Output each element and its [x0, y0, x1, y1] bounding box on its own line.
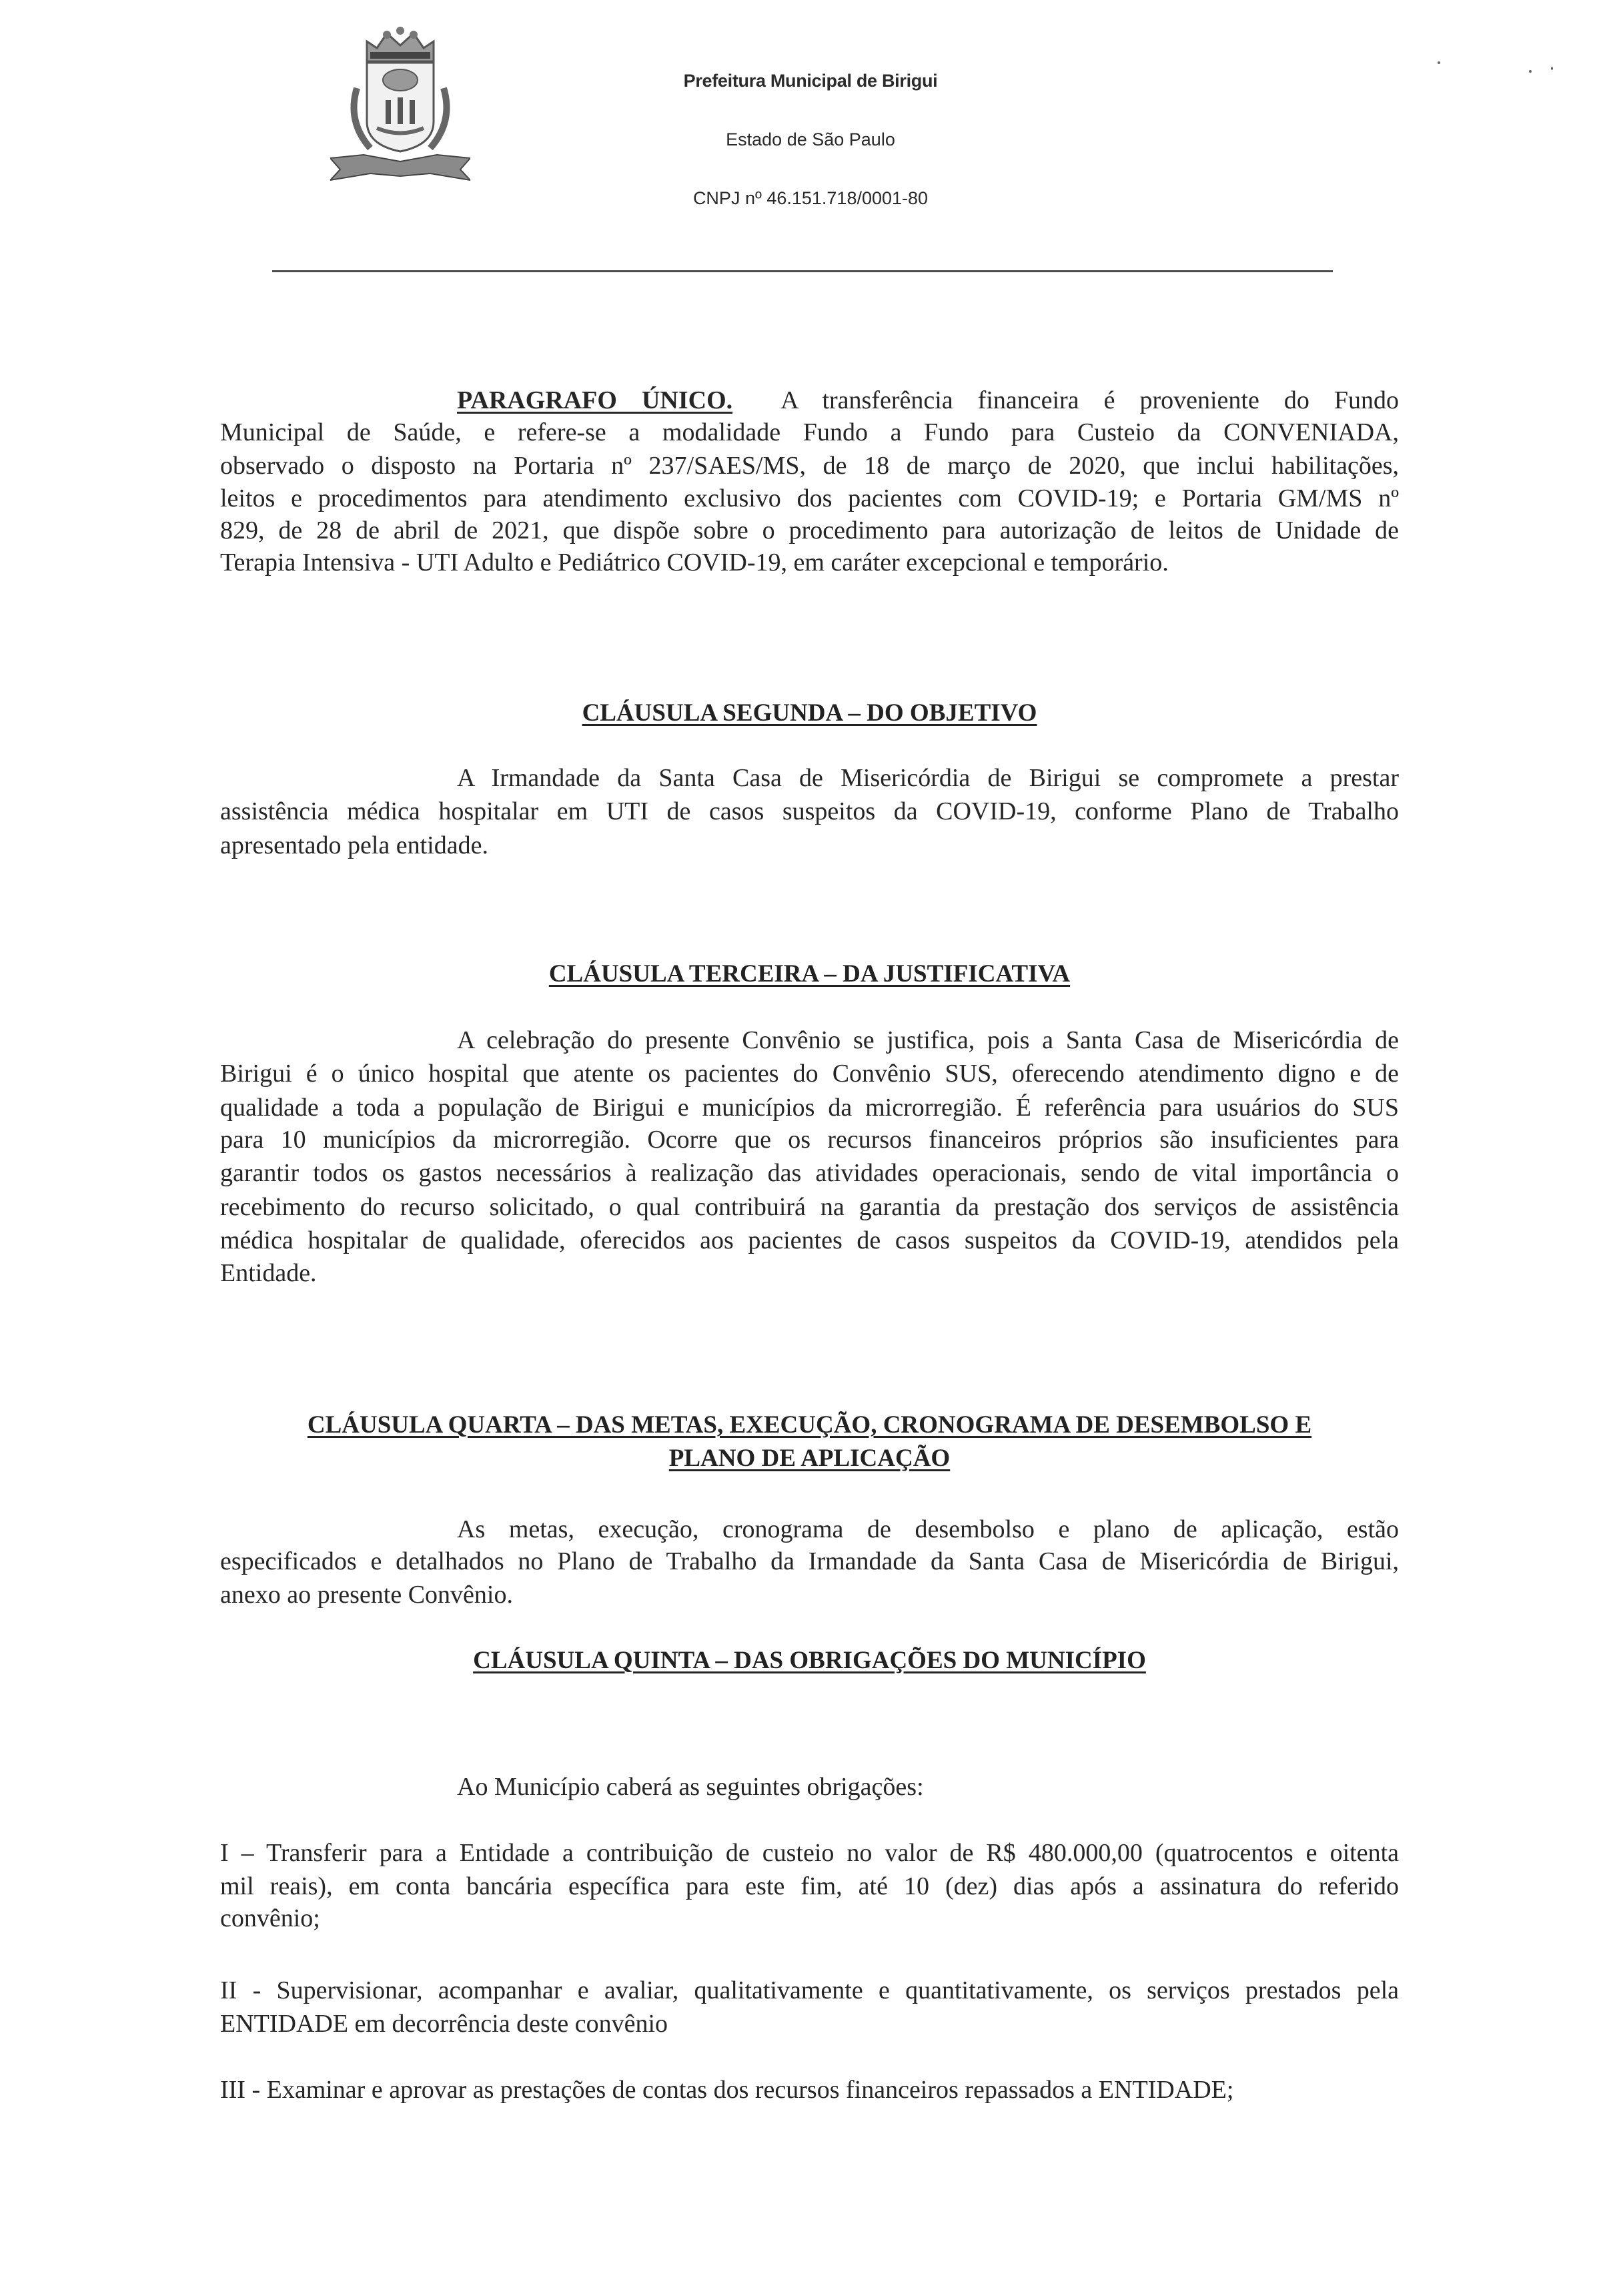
header-divider: [272, 270, 1333, 272]
clausula-quarta-line: especificados e detalhados no Plano de Trabalho da Irmandade da Santa Casa de Misericórdia de Birigui,: [220, 1547, 1399, 1575]
paragrafo-unico-text: A transferência financeira é proveniente do Fundo: [780, 386, 1399, 414]
letterhead-cnpj: CNPJ nº 46.151.718/0001-80: [692, 188, 929, 208]
clausula-segunda-line: apresentado pela entidade.: [220, 831, 488, 859]
clausula-quinta-intro: Ao Município caberá as seguintes obrigações:: [457, 1773, 924, 1801]
clausula-terceira-line: qualidade a toda a população de Birigui e municípios da microrregião. É referência para usuários do SUS: [220, 1094, 1399, 1122]
clausula-terceira-line: Entidade.: [220, 1259, 317, 1287]
scan-speck: [1438, 61, 1440, 64]
clausula-terceira-line: recebimento do recurso solicitado, o qual contribuirá na garantia da prestação dos serviços de assistência: [220, 1193, 1399, 1221]
clausula-terceira-line: garantir todos os gastos necessários à realização das atividades operacionais, sendo de vital importância o: [220, 1159, 1399, 1187]
obligation-item-2-line: ENTIDADE em decorrência deste convênio: [220, 2010, 668, 2038]
clausula-quarta-heading: [220, 1411, 1399, 1440]
municipal-coat-of-arms: [330, 21, 470, 181]
heading-text: CLÁUSULA TERCEIRA – DA JUSTIFICATIVA: [548, 960, 1071, 988]
letterhead-state: Estado de São Paulo: [726, 129, 895, 149]
obligation-item-3-line: III - Examinar e aprovar as prestações de contas dos recursos financeiros repassados a ENTIDADE;: [220, 2076, 1234, 2104]
clausula-terceira-line: Birigui é o único hospital que atente os pacientes do Convênio SUS, oferecendo atendimento digno e de: [220, 1060, 1399, 1088]
paragrafo-unico-line: observado o disposto na Portaria nº 237/SAES/MS, de 18 de março de 2020, que inclui habilitações,: [220, 452, 1399, 480]
obligation-item-1-line: mil reais), em conta bancária específica para este fim, até 10 (dez) dias após a assinatura do referido: [220, 1872, 1399, 1900]
obligation-item-1-line: convênio;: [220, 1904, 320, 1932]
clausula-terceira-line: A celebração do presente Convênio se justifica, pois a Santa Casa de Misericórdia de: [457, 1026, 1399, 1054]
coat-of-arms-icon: [330, 21, 470, 181]
clausula-segunda-line: assistência médica hospitalar em UTI de casos suspeitos da COVID-19, conforme Plano de Trabalho: [220, 797, 1399, 825]
paragrafo-unico-line: leitos e procedimentos para atendimento exclusivo dos pacientes com COVID-19; e Portaria GM/MS nº: [220, 484, 1399, 512]
clausula-segunda-line: A Irmandade da Santa Casa de Misericórdia de Birigui se compromete a prestar: [457, 764, 1399, 792]
scan-speck: [1529, 70, 1532, 73]
obligation-item-2-line: II - Supervisionar, acompanhar e avaliar, qualitativamente e quantitativamente, os serviços prestados pela: [220, 1976, 1399, 2004]
clausula-terceira-line: para 10 municípios da microrregião. Ocorre que os recursos financeiros próprios são insuficientes para: [220, 1126, 1399, 1154]
clausula-terceira-line: médica hospitalar de qualidade, oferecidos aos pacientes de casos suspeitos da COVID-19, atendidos pela: [220, 1226, 1399, 1254]
clausula-terceira-heading: [220, 960, 1399, 989]
heading-text: CLÁUSULA QUARTA – DAS METAS, EXECUÇÃO, CRONOGRAMA DE DESEMBOLSO E: [307, 1411, 1312, 1439]
heading-text: CLÁUSULA SEGUNDA – DO OBJETIVO: [582, 699, 1037, 727]
obligation-item-1-line: I – Transferir para a Entidade a contribuição de custeio no valor de R$ 480.000,00 (quatrocentos e oitenta: [220, 1839, 1399, 1867]
clausula-quarta-line: anexo ao presente Convênio.: [220, 1581, 513, 1609]
paragrafo-unico-label: PARAGRAFO ÚNICO.: [457, 386, 733, 414]
paragrafo-unico-line: 829, de 28 de abril de 2021, que dispõe sobre o procedimento para autorização de leitos de Unidade de: [220, 516, 1399, 544]
paragrafo-unico-line: Municipal de Saúde, e refere-se a modalidade Fundo a Fundo para Custeio da CONVENIADA,: [220, 418, 1399, 446]
paragrafo-unico-line: Terapia Intensiva - UTI Adulto e Pediátrico COVID-19, em caráter excepcional e temporário.: [220, 548, 1169, 577]
clausula-segunda-heading: [220, 699, 1399, 728]
letterhead-title: Prefeitura Municipal de Birigui: [683, 71, 938, 91]
heading-text: CLÁUSULA QUINTA – DAS OBRIGAÇÕES DO MUNICÍPIO: [473, 1647, 1146, 1674]
paragrafo-unico-line: [457, 386, 1399, 415]
scan-speck: [1551, 67, 1553, 70]
clausula-quinta-heading: [220, 1646, 1399, 1675]
heading-text: PLANO DE APLICAÇÃO: [668, 1445, 951, 1472]
clausula-quarta-heading-line2: [220, 1444, 1399, 1473]
clausula-quarta-line: As metas, execução, cronograma de desembolso e plano de aplicação, estão: [457, 1515, 1399, 1543]
